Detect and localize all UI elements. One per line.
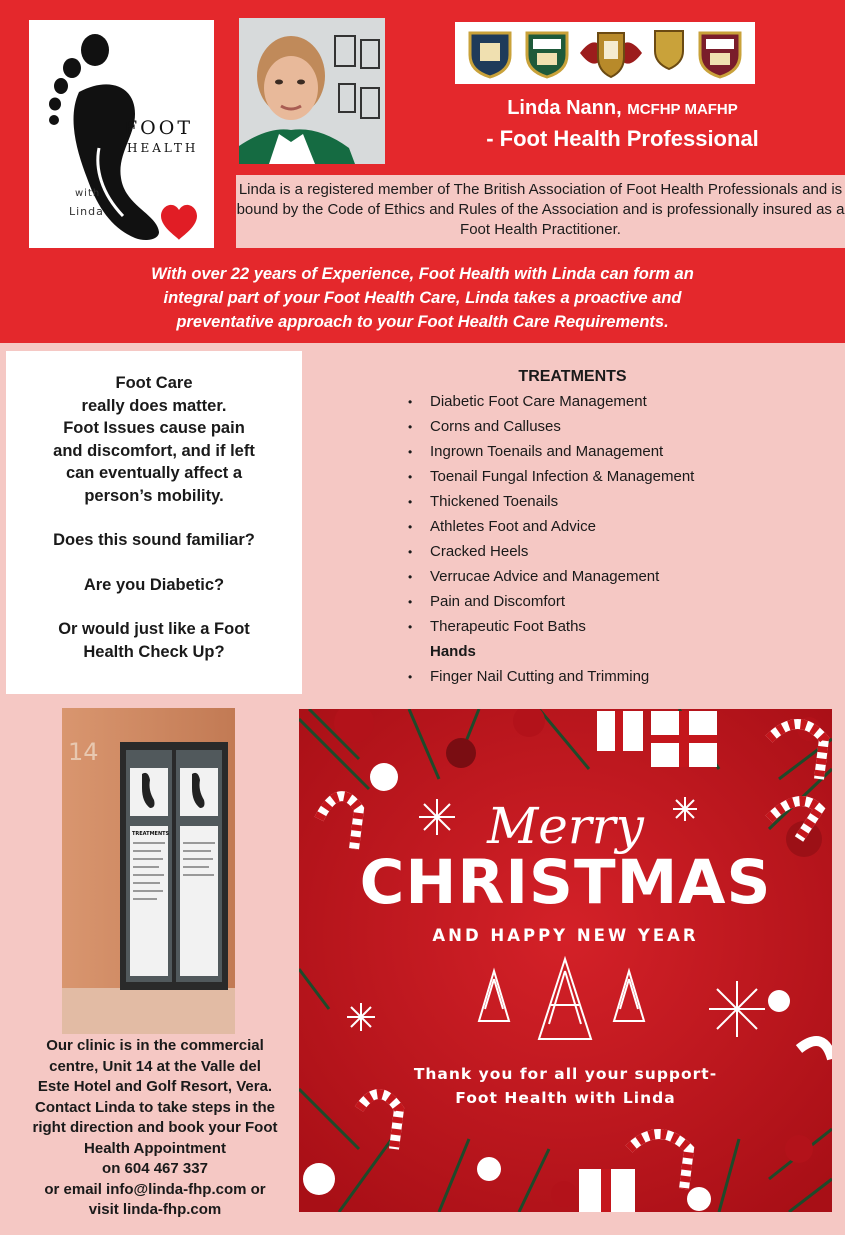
bullet-icon: • <box>408 620 413 634</box>
bullet-icon: • <box>408 445 413 459</box>
membership-statement: Linda is a registered member of The British Association of Foot Health Professionals and is bound by the Code of Ethics and Rules of the Association and is professionally insured as a Foot Health Practitioner. <box>236 181 845 238</box>
practitioner-name <box>400 97 845 120</box>
care-question: Does this sound familiar? <box>53 531 255 549</box>
clinic-text-line: Contact Linda to take steps in the <box>34 1098 276 1116</box>
experience-line: integral part of your Foot Health Care, Linda takes a proactive and <box>163 289 682 307</box>
ornate-crest-icon <box>578 27 644 79</box>
clinic-text-line: Health Appointment <box>84 1139 226 1157</box>
treatment-item: • Finger Nail Cutting and Trimming <box>408 668 650 685</box>
xmas-christmas-text: CHRISTMAS <box>359 847 772 918</box>
care-line: Foot Issues cause pain <box>63 419 245 437</box>
bullet-icon: • <box>408 670 413 684</box>
xmas-thanks-line: Thank you for all your support- <box>413 1065 718 1083</box>
care-line: can eventually affect a <box>65 464 243 482</box>
clinic-text-line: Our clinic is in the commercial <box>46 1037 264 1054</box>
care-line: Foot Care <box>115 374 193 392</box>
christmas-card <box>299 709 832 1212</box>
bullet-icon: • <box>408 545 413 559</box>
experience-line: With over 22 years of Experience, Foot Health with Linda can form an <box>151 265 694 283</box>
accreditation-logos <box>455 22 755 84</box>
clinic-text-line: right direction and book your Foot <box>32 1119 278 1136</box>
treatment-item: • Pain and Discomfort <box>408 593 566 610</box>
care-question: Or would just like a Foot <box>58 620 250 638</box>
practitioner-credentials: MCFHP MAFHP <box>627 101 738 118</box>
bullet-icon: • <box>408 520 413 534</box>
foot-care-panel <box>6 351 302 694</box>
treatment-item: • Toenail Fungal Infection & Management <box>408 468 695 485</box>
experience-statement <box>0 262 845 334</box>
clinic-email: or email info@linda-fhp.com or <box>44 1180 266 1198</box>
treatment-item: • Therapeutic Foot Baths <box>408 618 586 635</box>
treatment-item: • Cracked Heels <box>408 543 529 560</box>
clinic-text-line: centre, Unit 14 at the Valle del <box>49 1057 261 1075</box>
practitioner-role: - Foot Health Professional <box>486 126 759 151</box>
care-line: really does matter. <box>81 396 227 415</box>
member-crest-icon <box>649 27 689 79</box>
clinic-text-line: Este Hotel and Golf Resort, Vera. <box>37 1078 273 1095</box>
logo-word-foot: FOOT <box>124 117 194 139</box>
xmas-newyear-text: AND HAPPY NEW YEAR <box>432 926 699 945</box>
door-number: 14 <box>68 738 99 766</box>
logo-word-with: with <box>75 188 101 199</box>
care-question: Are you Diabetic? <box>83 575 225 594</box>
hands-heading: Hands <box>430 643 476 660</box>
fhp-crest-icon <box>464 27 516 79</box>
christmas-decorations <box>299 709 832 1212</box>
bafhp-crest-icon <box>521 27 573 79</box>
portrait-photo <box>239 18 385 164</box>
bullet-icon: • <box>408 395 413 409</box>
treatments-list <box>405 392 835 692</box>
care-line: and discomfort, and if left <box>53 441 255 460</box>
xmas-thanks-line: Foot Health with Linda <box>455 1089 676 1107</box>
treatment-item: • Diabetic Foot Care Management <box>408 393 647 410</box>
treatment-item: • Ingrown Toenails and Management <box>408 443 664 460</box>
treatment-item: • Verrucae Advice and Management <box>408 568 660 585</box>
door-sign-heading: TREATMENTS <box>132 831 170 837</box>
bafhp-crest-icon-2 <box>694 27 746 79</box>
bullet-icon: • <box>408 570 413 584</box>
care-line: person’s mobility. <box>84 486 224 505</box>
bullet-icon: • <box>408 470 413 484</box>
logo-word-linda: Linda <box>69 205 104 218</box>
logo-word-health: HEALTH <box>127 141 199 155</box>
practitioner-name-text: Linda Nann, <box>507 97 622 119</box>
clinic-website: visit linda-fhp.com <box>88 1201 222 1218</box>
experience-line: preventative approach to your Foot Health Care Requirements. <box>176 313 669 331</box>
bullet-icon: • <box>408 495 413 509</box>
xmas-merry-text: Merry <box>487 797 644 855</box>
clinic-door-photo <box>62 708 235 1034</box>
bullet-icon: • <box>408 420 413 434</box>
treatment-item: • Thickened Toenails <box>408 493 559 510</box>
bullet-icon: • <box>408 595 413 609</box>
clinic-contact-text <box>10 1036 300 1221</box>
clinic-phone: on 604 467 337 <box>102 1160 208 1177</box>
care-question: Health Check Up? <box>83 642 225 661</box>
treatments-heading: TREATMENTS <box>518 368 627 385</box>
treatment-item: • Corns and Calluses <box>408 418 561 435</box>
brand-logo <box>29 20 214 248</box>
treatment-item: • Athletes Foot and Advice <box>408 518 596 535</box>
